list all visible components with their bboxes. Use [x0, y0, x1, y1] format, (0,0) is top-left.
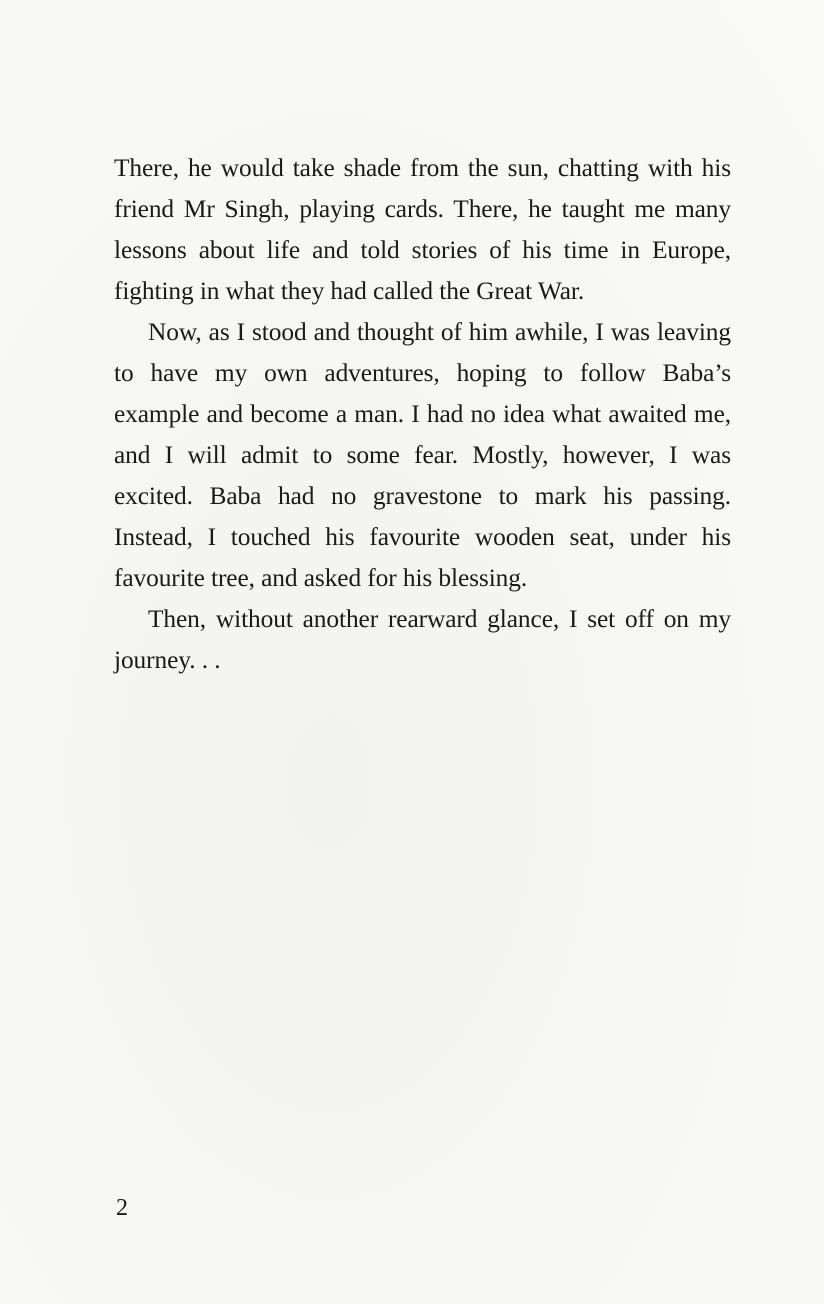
- paragraph-3: Then, without another rearward glance, I set off on my journey. . .: [114, 605, 731, 674]
- body-text: [114, 148, 731, 681]
- page-number: 2: [116, 1195, 128, 1221]
- paragraph-2: Now, as I stood and thought of him awhile, I was leaving to have my own adventures, hoping to follow Baba’s example and become a man. I had no idea what awaited me, and I will admit to some fear. Mostly, however, I was excited. Baba had no gravestone to mark his passing. Instead, I touched his favourite wooden seat, under his favourite tree, and asked for his blessing.: [114, 318, 731, 592]
- paragraph-1: There, he would take shade from the sun, chatting with his friend Mr Singh, playing cards. There, he taught me many lessons about life and told stories of his time in Europe, fighting in what they had called the Great War.: [114, 154, 731, 305]
